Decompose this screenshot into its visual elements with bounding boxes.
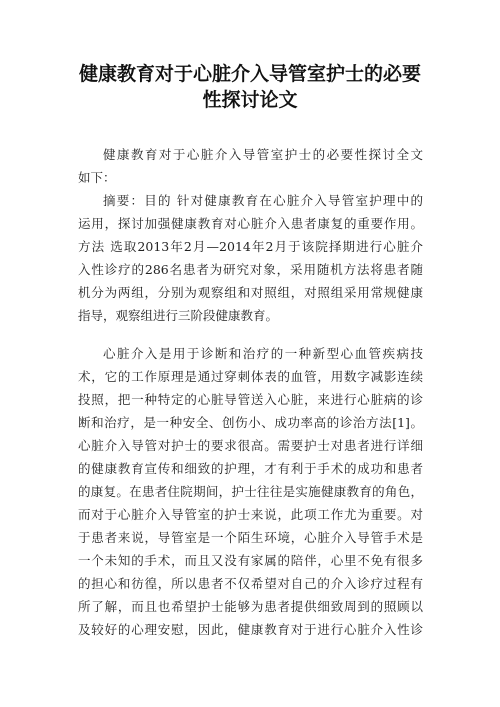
body-text-line: 一个未知的手术，而且又没有家属的陪伴，心里不免有很多 (78, 553, 423, 568)
body-text-line: 的健康教育宣传和细致的护理，才有利于手术的成功和患者 (78, 461, 423, 476)
abstract-line: 摘要：目的 针对健康教育在心脏介入导管室护理中的 (103, 193, 423, 208)
abstract-line: 机分为两组，分别为观察组和对照组，对照组采用常规健康 (78, 285, 423, 300)
body-text-line: 健康教育对于心脏介入导管室护士的必要性探讨全文 (103, 147, 423, 162)
body-text-line: 而对于心脏介入导管室的护士来说，此项工作尤为重要。对 (78, 507, 423, 522)
document-title-line-2: 性探讨论文 (202, 89, 298, 111)
body-text-line: 心脏介入导管对护士的要求很高。需要护士对患者进行详细 (78, 438, 423, 453)
body-text-line: 投照，把一种特定的心脏导管送入心脏，来进行心脏病的诊 (78, 392, 423, 407)
body-text-line: 所了解，而且也希望护士能够为患者提供细致周到的照顾以 (78, 599, 423, 614)
body-text-line: 的康复。在患者住院期间，护士往往是实施健康教育的角色， (78, 484, 423, 499)
body-text-line: 的担心和彷徨，所以患者不仅希望对自己的介入诊疗过程有 (78, 576, 423, 591)
abstract-line: 入性诊疗的286名患者为研究对象，采用随机方法将患者随 (78, 262, 423, 277)
abstract-line: 方法 选取2013年2月—2014年2月于该院择期进行心脏介 (78, 239, 423, 254)
abstract-line: 指导，观察组进行三阶段健康教育。 (78, 308, 279, 323)
document-title-line-1: 健康教育对于心脏介入导管室护士的必要 (78, 63, 421, 85)
body-text-line: 术，它的工作原理是通过穿刺体表的血管，用数字减影连续 (78, 369, 423, 384)
body-text-line: 心脏介入是用于诊断和治疗的一种新型心血管疾病技 (103, 346, 423, 361)
body-text-line: 于患者来说，导管室是一个陌生环境，心脏介入导管手术是 (78, 530, 423, 545)
abstract-line: 运用，探讨加强健康教育对心脏介入患者康复的重要作用。 (78, 216, 423, 231)
body-text-line: 及较好的心理安慰，因此，健康教育对于进行心脏介入性诊 (78, 622, 423, 637)
body-text-line: 断和治疗，是一种安全、创伤小、成功率高的诊治方法[1]。 (78, 415, 423, 430)
body-text-line: 如下： (78, 170, 116, 185)
